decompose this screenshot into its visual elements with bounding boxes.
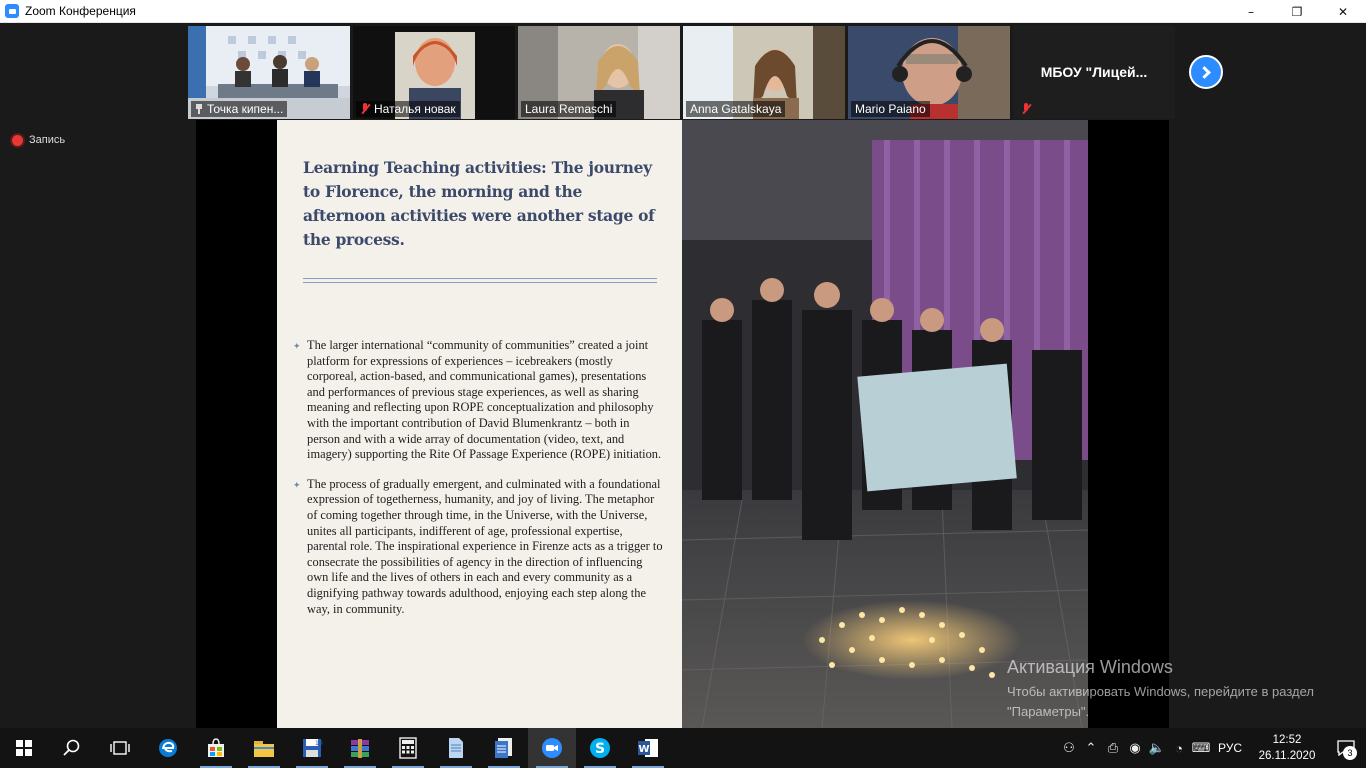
svg-text:S: S	[594, 741, 606, 757]
search-icon[interactable]	[48, 728, 96, 768]
zoom-camera-icon	[5, 4, 19, 18]
notification-center-icon[interactable]	[1326, 728, 1366, 768]
participant-name: МБОУ "Лицей...	[1040, 64, 1148, 80]
slide-bullets	[293, 338, 663, 631]
input-language[interactable]: РУС	[1217, 741, 1243, 755]
bullet-icon: ✦	[293, 479, 301, 490]
printer-icon[interactable]: ⎙	[1107, 740, 1119, 755]
participant-name: Mario Paiano	[851, 101, 930, 117]
window-controls	[1228, 0, 1366, 23]
system-tray	[1058, 728, 1366, 768]
participant-tile[interactable]	[848, 26, 1010, 119]
bullet-icon: ✦	[293, 341, 301, 351]
taskbar-clock[interactable]	[1248, 732, 1326, 764]
participant-name: Laura Remaschi	[521, 101, 616, 117]
word-icon[interactable]	[624, 728, 672, 768]
skype-icon[interactable]	[576, 728, 624, 768]
slide-bullet: ✦ The process of gradually emergent, and culminated with a foundational expression of togetherness, humanity, and joy of living. The metaphor of coming together through time, in the Universe, with the Universe, unites all participants, indifferent of age, professional expertise, parental role. The inspirational experience in Firenze acts as a trigger to consecrate the possibilities of agency in the direction of influencing own life and the lives of others in each and every community as a dignifying pathway towards adulthood, enjoying each step along the way, in community.	[293, 476, 663, 616]
volume-icon[interactable]: 🔈	[1148, 740, 1166, 755]
window-title: Zoom Конференция	[25, 4, 136, 18]
mic-off-icon	[360, 103, 370, 115]
participant-tile[interactable]	[1013, 26, 1175, 119]
participant-tile[interactable]	[353, 26, 515, 119]
participant-name: Точка кипен...	[191, 101, 287, 117]
svg-text:10: 10	[315, 740, 323, 747]
participant-name: Anna Gatalskaya	[686, 101, 785, 117]
watermark-text: Чтобы активировать Windows, перейдите в раздел "Параметры".	[1007, 684, 1314, 719]
slide-divider	[303, 278, 657, 283]
chevron-up-icon[interactable]: ⌃	[1085, 740, 1097, 755]
slide-title: Learning Teaching activities: The journey to Florence, the morning and the afternoon activities were another stage of the process.	[303, 158, 655, 249]
floppy-app-icon[interactable]	[288, 728, 336, 768]
recording-label: Запись	[29, 134, 66, 146]
watermark-title: Активация Windows	[1007, 657, 1173, 677]
participant-strip	[188, 26, 1175, 119]
meeting-area	[0, 23, 1366, 728]
notepad-icon[interactable]	[432, 728, 480, 768]
record-dot-icon	[12, 135, 23, 146]
notification-count: 3	[1343, 746, 1357, 760]
calculator-icon[interactable]	[384, 728, 432, 768]
pin-icon	[195, 104, 203, 114]
document-app-icon[interactable]	[480, 728, 528, 768]
clock-date: 26.11.2020	[1258, 750, 1316, 762]
keyboard-icon[interactable]: ⌨	[1191, 740, 1211, 755]
participant-tile[interactable]	[518, 26, 680, 119]
close-button[interactable]: ✕	[1337, 4, 1349, 19]
slide-bullet: ✦ The larger international “community of communities” created a joint platform for expressions of experiences – icebreakers (mostly corporeal, action-based, and communicational games), presentations and performances of previous stage experiences, as well as sharing meaning and reflecting upon ROPE conceptualization and philosophy with the important contribution of David Blumenkrantz – both in person and with a wide array of documentation (video, text, and imagery) supporting the Rite Of Passage Experience (ROPE) initiation.	[293, 338, 662, 462]
windows-start-icon[interactable]	[0, 728, 48, 768]
clock-time: 12:52	[1272, 734, 1302, 746]
mic-off-icon	[1021, 103, 1031, 115]
participant-name: Наталья новак	[356, 101, 460, 117]
windows-taskbar	[0, 728, 1366, 768]
minimize-button[interactable]: –	[1248, 4, 1254, 19]
maximize-button[interactable]: ❐	[1291, 4, 1303, 19]
wifi-icon[interactable]: ◔	[1175, 740, 1183, 756]
participant-tile-active-speaker[interactable]	[683, 26, 845, 119]
edge-icon[interactable]	[144, 728, 192, 768]
store-icon[interactable]	[192, 728, 240, 768]
task-view-icon[interactable]	[96, 728, 144, 768]
webcam-icon[interactable]: ◉	[1129, 740, 1141, 755]
zoom-icon[interactable]	[528, 728, 576, 768]
participant-tile[interactable]	[188, 26, 350, 119]
slide-text-panel	[277, 120, 682, 728]
people-icon[interactable]: ⚇	[1063, 740, 1075, 755]
chevron-right-icon	[1198, 66, 1211, 79]
presentation-slide	[277, 120, 1088, 728]
shared-screen[interactable]	[196, 120, 1169, 728]
recording-indicator[interactable]	[12, 134, 65, 146]
svg-text:W: W	[638, 744, 650, 755]
slide-photo	[682, 120, 1088, 728]
winrar-icon[interactable]	[336, 728, 384, 768]
window-titlebar	[0, 0, 1366, 23]
file-explorer-icon[interactable]	[240, 728, 288, 768]
next-page-button[interactable]	[1189, 55, 1223, 89]
